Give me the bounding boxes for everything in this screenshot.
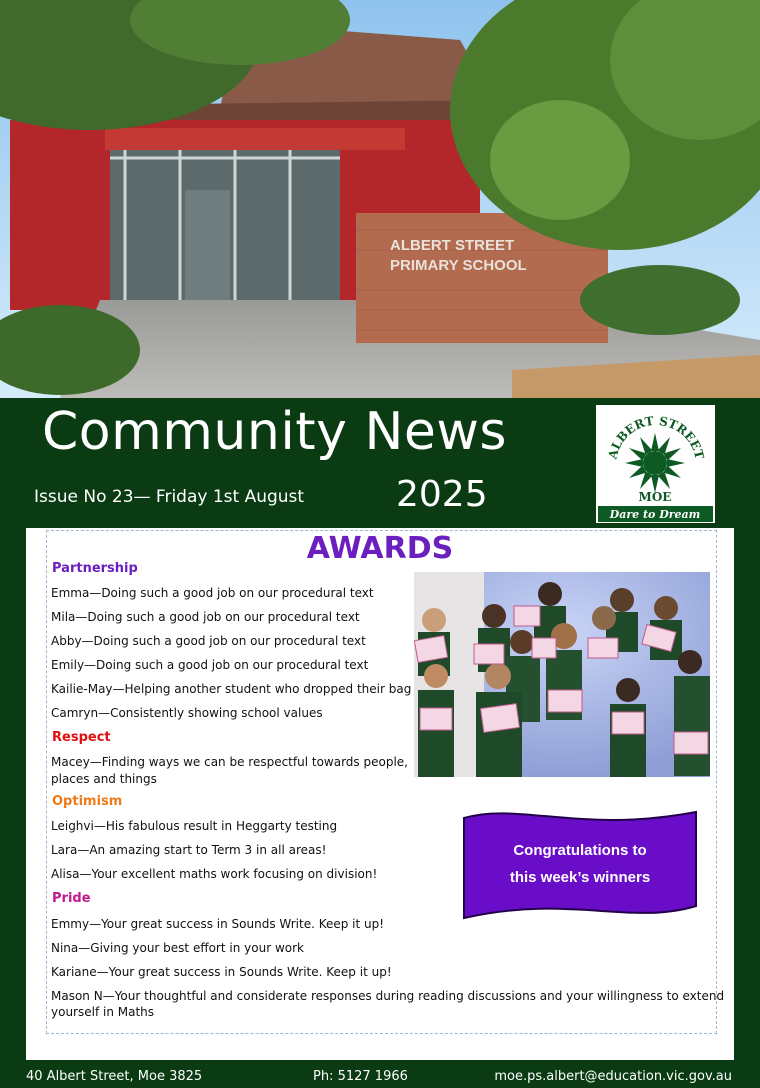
award-item: Lara—An amazing start to Term 3 in all areas! — [51, 843, 327, 857]
sign-line2: PRIMARY SCHOOL — [390, 257, 527, 274]
issue-info: Issue No 23— Friday 1st August — [34, 487, 305, 507]
congratulations-banner — [460, 808, 700, 923]
award-winners-photo — [414, 572, 710, 777]
hero-photo — [0, 0, 760, 398]
banner-line1: Congratulations to — [513, 842, 647, 859]
award-item: Emma—Doing such a good job on our procedural text — [51, 586, 374, 600]
award-item: Kariane—Your great success in Sounds Write. Keep it up! — [51, 965, 392, 979]
awards-heading: AWARDS — [306, 531, 454, 566]
award-item: Nina—Giving your best effort in your work — [51, 941, 304, 955]
logo-top-text: ALBERT STREET — [605, 413, 707, 461]
award-item: Macey—Finding ways we can be respectful towards people, — [51, 755, 408, 769]
award-item: Camryn—Consistently showing school values — [51, 706, 323, 720]
award-item: Abby—Doing such a good job on our procedural text — [51, 634, 366, 648]
award-item: Alisa—Your excellent maths work focusing on division! — [51, 867, 378, 881]
newsletter-title: Community News — [42, 402, 507, 462]
logo-bottom-text: MOE — [638, 490, 672, 504]
footer-address: 40 Albert Street, Moe 3825 — [26, 1069, 203, 1084]
banner-line2: this week’s winners — [509, 869, 651, 886]
award-item: Leighvi—His fabulous result in Heggarty testing — [51, 819, 338, 833]
issue-year: 2025 — [396, 474, 488, 515]
award-item: yourself in Maths — [51, 1005, 155, 1019]
sign-line1: ALBERT STREET — [390, 237, 515, 254]
category-respect: Respect — [52, 730, 111, 745]
footer-phone: Ph: 5127 1966 — [313, 1069, 408, 1084]
school-logo — [596, 405, 715, 523]
category-partnership: Partnership — [52, 561, 138, 576]
footer-email[interactable]: moe.ps.albert@education.vic.gov.au — [494, 1069, 732, 1084]
award-item: Emily—Doing such a good job on our procedural text — [51, 658, 369, 672]
award-item: Mila—Doing such a good job on our procedural text — [51, 610, 360, 624]
category-pride: Pride — [52, 891, 91, 906]
award-item: Kailie-May—Helping another student who dropped their bag — [51, 682, 412, 696]
category-optimism: Optimism — [52, 794, 123, 809]
award-item: Emmy—Your great success in Sounds Write. Keep it up! — [51, 917, 385, 931]
award-item: places and things — [51, 772, 157, 786]
logo-motto: Dare to Dream — [609, 508, 701, 521]
award-item: Mason N—Your thoughtful and considerate responses during reading discussions and your willingness to extend — [51, 989, 725, 1003]
